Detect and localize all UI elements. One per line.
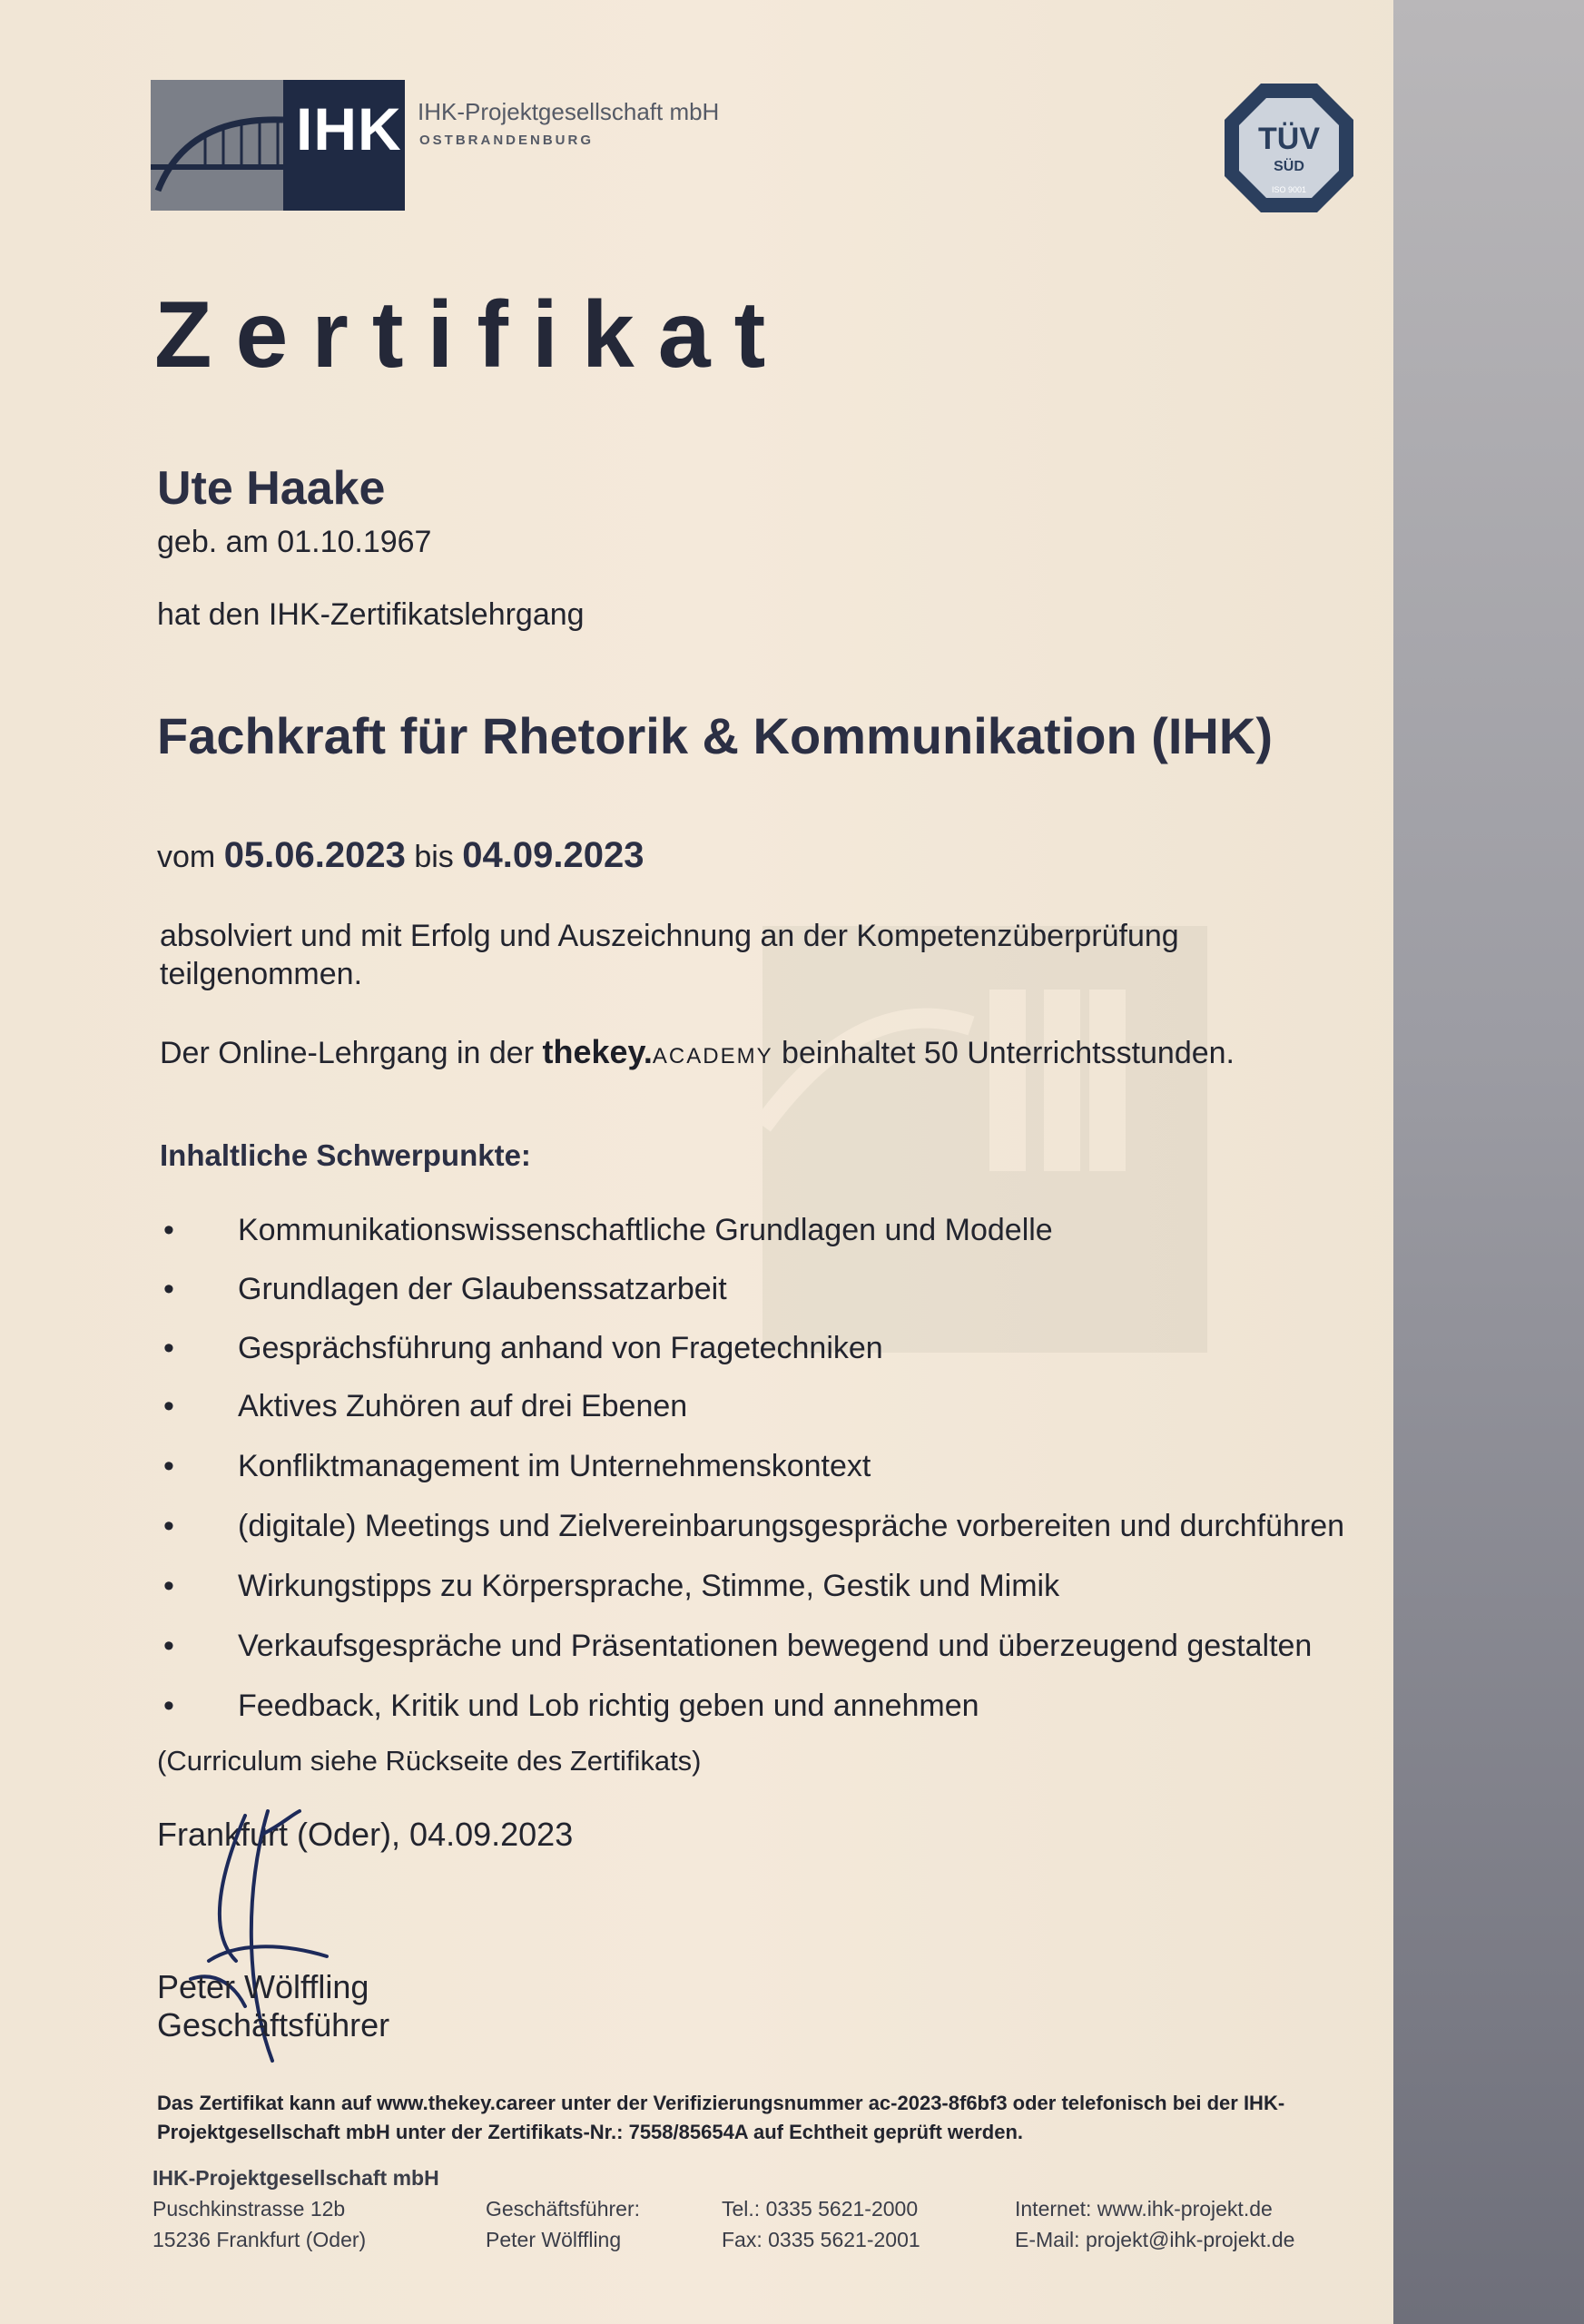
- topic-text: Kommunikationswissenschaftliche Grundlagen und Modelle: [238, 1213, 1053, 1247]
- place-date: Frankfurt (Oder), 04.09.2023: [157, 1816, 574, 1853]
- signer-role: Geschäftsführer: [157, 2006, 390, 2043]
- bullet-icon: •: [163, 1509, 174, 1543]
- topic-item: [163, 1272, 727, 1307]
- date-mid: bis: [414, 840, 454, 874]
- bullet-icon: •: [163, 1689, 174, 1723]
- online-prefix: Der Online-Lehrgang in der: [160, 1036, 535, 1070]
- topic-text: Grundlagen der Glaubenssatzarbeit: [238, 1272, 727, 1306]
- bullet-icon: •: [163, 1629, 174, 1663]
- verification-line-1: Das Zertifikat kann auf www.thekey.career unter der Verifizierungsnummer ac-2023-8f6bf3 oder telefonisch bei der IHK-: [157, 2092, 1285, 2114]
- online-suffix: beinhaltet 50 Unterrichtsstunden.: [782, 1036, 1235, 1070]
- curriculum-note: (Curriculum siehe Rückseite des Zertifikats): [157, 1745, 702, 1777]
- seal-line2: SÜD: [1274, 159, 1304, 174]
- topic-text: Wirkungstipps zu Körpersprache, Stimme, Gestik und Mimik: [238, 1569, 1060, 1603]
- footer-city: 15236 Frankfurt (Oder): [152, 2228, 367, 2251]
- topic-item: [163, 1213, 1053, 1248]
- footer-internet: Internet: www.ihk-projekt.de: [1015, 2197, 1273, 2221]
- date-prefix: vom: [157, 840, 216, 874]
- certificate-title: Zertifikat: [154, 282, 790, 388]
- tuv-seal-icon: [1221, 80, 1357, 216]
- course-title: Fachkraft für Rhetorik & Kommunikation (IHK): [157, 707, 1273, 764]
- topic-item: [163, 1509, 1344, 1544]
- focus-heading: Inhaltliche Schwerpunkte:: [160, 1138, 531, 1172]
- topic-item: [163, 1449, 871, 1484]
- thekey-brand: thekey.: [542, 1033, 653, 1070]
- online-course-line: [160, 1033, 1235, 1071]
- ihk-watermark-logo: [762, 926, 1207, 1353]
- topic-text: Verkaufsgespräche und Präsentationen bewegend und überzeugend gestalten: [238, 1629, 1313, 1663]
- footer-email: E-Mail: projekt@ihk-projekt.de: [1015, 2228, 1295, 2251]
- bullet-icon: •: [163, 1213, 174, 1247]
- footer-manager-label: Geschäftsführer:: [486, 2197, 641, 2221]
- bullet-icon: •: [163, 1389, 174, 1423]
- company-name: IHK-Projektgesellschaft mbH: [418, 98, 720, 125]
- topic-text: Aktives Zuhören auf drei Ebenen: [238, 1389, 688, 1423]
- footer-fax: Fax: 0335 5621-2001: [722, 2228, 920, 2251]
- topic-item: [163, 1389, 687, 1424]
- ihk-logo: [151, 80, 405, 211]
- signer-name: Peter Wölffling: [157, 1968, 369, 2005]
- topic-item: [163, 1569, 1059, 1604]
- footer-company: IHK-Projektgesellschaft mbH: [152, 2166, 439, 2190]
- intro-text: hat den IHK-Zertifikatslehrgang: [157, 597, 585, 632]
- logo-text: IHK: [296, 95, 402, 162]
- bullet-icon: •: [163, 1569, 174, 1603]
- side-gradient-band: [1393, 0, 1584, 2324]
- bullet-icon: •: [163, 1272, 174, 1306]
- bullet-icon: •: [163, 1331, 174, 1365]
- topic-item: [163, 1629, 1312, 1664]
- footer-manager-name: Peter Wölffling: [486, 2228, 622, 2251]
- seal-line1: TÜV: [1258, 122, 1320, 156]
- topic-item: [163, 1331, 883, 1366]
- bridge-arch-icon: [151, 80, 283, 211]
- verification-line-2: Projektgesellschaft mbH unter der Zertifikats-Nr.: 7558/85654A auf Echtheit geprüft werden.: [157, 2121, 1024, 2143]
- topic-text: Konfliktmanagement im Unternehmenskontext: [238, 1449, 871, 1483]
- footer-street: Puschkinstrasse 12b: [152, 2197, 346, 2221]
- completion-line-1: absolviert und mit Erfolg und Auszeichnung an der Kompetenzüberprüfung: [160, 919, 1179, 953]
- course-dates: [157, 835, 644, 876]
- company-region: OSTBRANDENBURG: [419, 133, 594, 148]
- topic-text: (digitale) Meetings und Zielvereinbarungsgespräche vorbereiten und durchführen: [238, 1509, 1345, 1543]
- date-to: 04.09.2023: [462, 835, 644, 875]
- topic-text: Feedback, Kritik und Lob richtig geben und annehmen: [238, 1689, 979, 1723]
- footer-tel: Tel.: 0335 5621-2000: [722, 2197, 919, 2221]
- topic-item: [163, 1689, 979, 1724]
- date-from: 05.06.2023: [223, 835, 406, 875]
- completion-line-2: teilgenommen.: [160, 957, 363, 991]
- thekey-academy: ACADEMY: [652, 1044, 773, 1068]
- seal-line3: ISO 9001: [1271, 185, 1307, 194]
- recipient-name: Ute Haake: [157, 462, 386, 515]
- bullet-icon: •: [163, 1449, 174, 1483]
- topic-text: Gesprächsführung anhand von Fragetechniken: [238, 1331, 883, 1365]
- birth-date: geb. am 01.10.1967: [157, 525, 432, 559]
